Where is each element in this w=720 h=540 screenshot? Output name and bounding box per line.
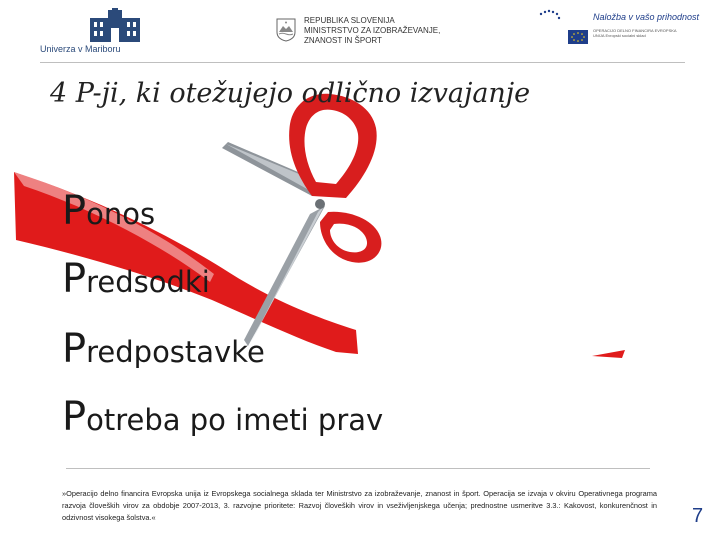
- red-ribbon-right-icon: [592, 350, 625, 358]
- bullet-initial: P: [62, 326, 87, 372]
- ministry-line-2: MINISTRSTVO ZA IZOBRAŽEVANJE,: [304, 26, 441, 35]
- ministry-line-1: REPUBLIKA SLOVENIJA: [304, 16, 395, 25]
- ministry-line-3: ZNANOST IN ŠPORT: [304, 36, 382, 45]
- eu-subtext: OPERACIJO DELNO FINANCIRA EVROPSKA UNIJA Evropski socialni sklad: [593, 28, 677, 38]
- university-label: Univerza v Mariboru: [40, 44, 121, 54]
- page-number: 7: [692, 505, 704, 527]
- bullet-initial: P: [62, 394, 87, 440]
- bullet-initial: P: [62, 256, 87, 302]
- bullet-text: redsodki: [86, 265, 210, 299]
- footer-divider: [66, 468, 650, 469]
- bullet-potreba: [62, 394, 383, 440]
- bullet-predsodki: [62, 256, 210, 302]
- bullet-text: redpostavke: [86, 335, 265, 369]
- eu-slogan: Naložba v vašo prihodnost: [593, 12, 700, 22]
- bullet-initial: P: [62, 188, 87, 234]
- funding-footnote: »Operacijo delno financira Evropska unija iz Evropskega socialnega sklada ter Ministrstvo za izobraževanje, znanost in šport. Operacija se izvaja v okviru Operativnega programa razvoja človeških virov za obdobje 2007-2013, 3. razvojne prioritete: Razvoj človeških virov in vseživljenjskega učenja; prednostne usmeritve 3.3.: Kakovost, konkurenčnost in odzivnost visokega šolstva.«: [62, 489, 657, 522]
- bullet-text: onos: [86, 197, 156, 231]
- bullet-predpostavke: [62, 326, 265, 372]
- bullet-ponos: [62, 188, 155, 234]
- slide-title: 4 P-ji, ki otežujejo odlično izvajanje: [50, 78, 531, 109]
- bullet-text: otreba po imeti prav: [86, 403, 384, 437]
